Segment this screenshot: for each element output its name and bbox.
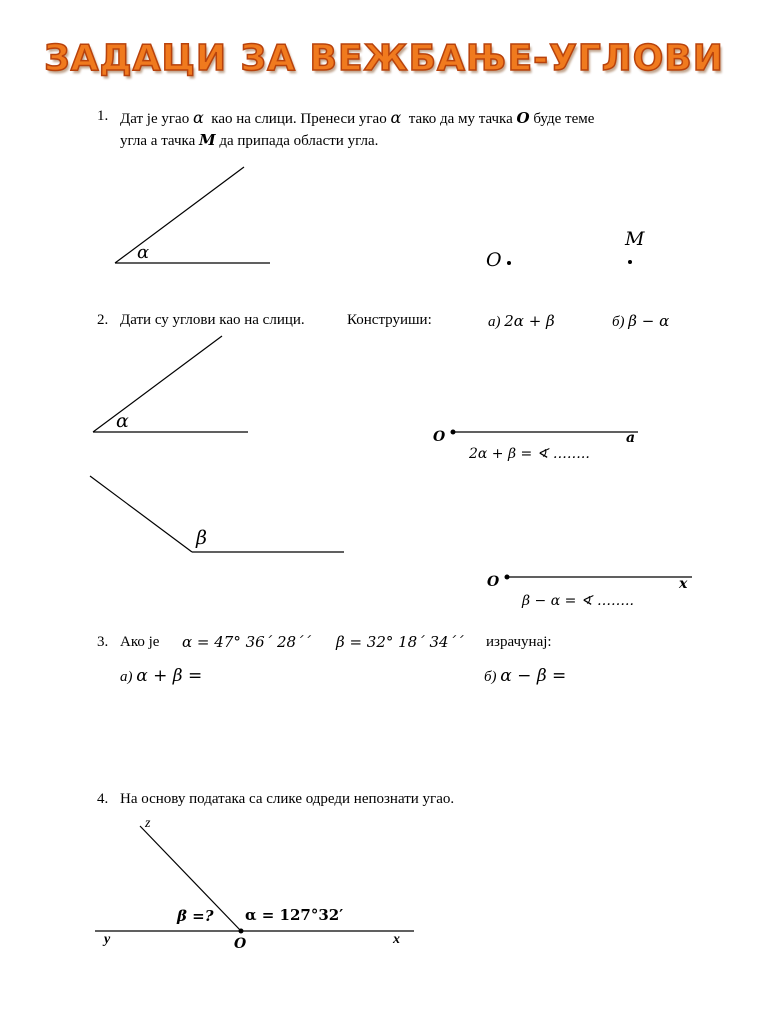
point-o-label: O [516,109,530,127]
task2-ray1-end-label: a [626,430,636,446]
alpha-symbol: α [390,108,402,127]
task3-compute: израчунај: [486,634,552,650]
task1-alpha-ray-slanted [115,167,244,263]
task4-o-label: O [234,936,247,952]
task2-alpha-ray-slanted [93,336,222,432]
task2-number: 2. [97,312,109,328]
task1-line2: угла а тачка M да припада области угла. [120,131,379,149]
task4-alpha-value: α = 127°32′ [245,906,344,924]
task1-point-m [628,260,632,264]
task3-part-a: а) α + β = [120,666,203,686]
task1-fig-alpha-label: α [137,242,150,263]
task3-alpha-value: α = 47° 36´ 28´´ [182,633,312,651]
task2-fig-alpha-label: α [116,410,129,432]
task4-y-label: y [104,932,111,947]
task4-beta-unknown: β =? [177,907,214,925]
task2-option-a: а) 2α + β [488,312,555,330]
task2-beta-ray-slanted [90,476,192,552]
task4-number: 4. [97,791,109,807]
task3-ako: Ако је [120,634,160,650]
page-title: ЗАДАЦИ ЗА ВЕЖБАЊЕ-УГЛОВИ [44,38,724,79]
task2-construct: Конструиши: [347,312,432,328]
task2-ray1-result: 2α + β = ∢ …….. [469,446,590,462]
task3-beta-value: β = 32° 18´ 34´´ [336,633,464,651]
task1-number: 1. [97,108,109,124]
task2-ray2-o-label: O [487,574,500,590]
task2-option-b: б) β − α [612,312,670,330]
task1-fig-m-label: M [625,228,645,250]
point-m-label: M [199,131,216,149]
task2-ray1-o-label: O [433,429,446,445]
task2-ray-ox-start [505,575,510,580]
task3-number: 3. [97,634,109,650]
task2-ray-oa-start [451,430,456,435]
alpha-symbol: α [192,108,204,127]
task4-point-o [239,929,244,934]
task2-ray2-result: β − α = ∢ …….. [522,593,634,609]
task2-text: Дати су углови као на слици. [120,312,305,328]
task4-z-label: z [145,816,151,831]
task1-point-o [507,261,511,265]
task1-fig-o-label: O [486,249,502,271]
task4-text: На основу података са слике одреди непознати угао. [120,791,455,807]
task3-part-b: б) α − β = [484,666,567,686]
task1-line1: Дат је угао α као на слици. Пренеси угао α тако да му тачка O буде теме [120,108,595,127]
task4-x-label: x [393,932,400,947]
task2-ray2-end-label: x [679,576,688,592]
task2-fig-beta-label: β [196,527,207,549]
